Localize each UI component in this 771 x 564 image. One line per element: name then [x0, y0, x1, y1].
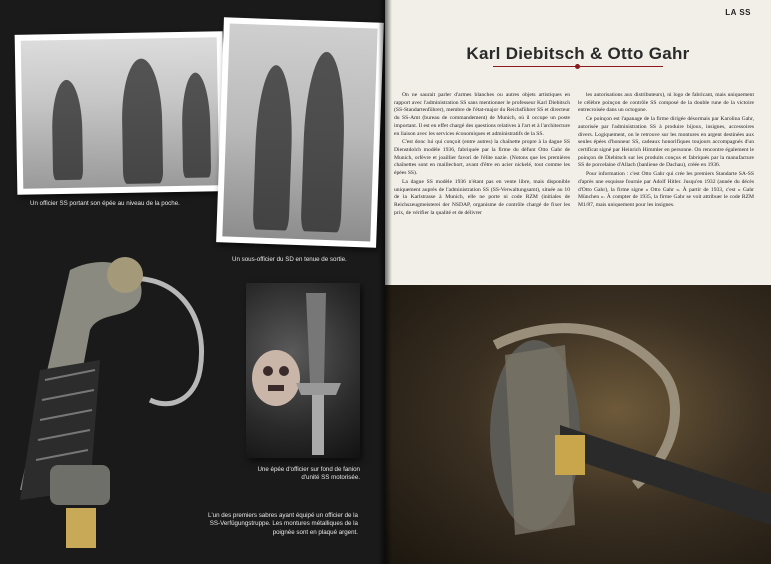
photo-sd-couple	[216, 17, 384, 247]
caption-sword-pennant: Une épée d'officier sur fond de fanion d'unité SS motorisée.	[257, 466, 360, 482]
photo-sword-pennant-image	[246, 283, 360, 458]
text-column-1	[394, 92, 570, 219]
caption-early-sabre: L'un des premiers sabres ayant équipé un officier de la SS-Verfügungstruppe. Les montures métalliques de la poignée sont en plaqué argent.	[208, 512, 359, 536]
paragraph: La dague SS modèle 1936 n'étant pas en vente libre, mais disponible uniquement auprès de l'administration SS (SS-Verwaltungsamt), située au 10 de la Karlstrasse à Munich, elle ne porte ni code RZM (initiales de Reichszeugmeisterei der NSDAP, organisme de contrôle chargé de fixer les prix, de vérifier la qualité et de délivrer	[394, 178, 570, 216]
paragraph: On ne saurait parler d'armes blanches ou autres objets artistiques en rapport avec l'administration SS sans mentionner le professeur Karl Diebitsch (SS-Standartenführer), membre de l'état-major du Reichsführer SS et directeur du SS-Amt (bureau de commandement) de Munich, où il occupe un poste important. Il est en effet chargé des questions relatives à l'art et à l'architecture en liaison avec les services économiques et administratifs de la SS.	[394, 92, 570, 137]
right-page	[385, 0, 771, 564]
paragraph: les autorisations aux distributeurs), ni logo de fabricant, mais uniquement le célèbre poinçon de contrôle SS composé de la double rune de la victoire entrecroisée dans un octogone.	[578, 92, 754, 114]
figure-sd-noncom	[301, 51, 347, 232]
photo-officer-wedding	[15, 31, 226, 195]
photo-sd-couple-image	[222, 23, 377, 241]
paragraph: C'est donc lui qui conçoit (entre autres) la chaînette propre à la dague SS Dienstdolch modèle 1936, fabriquée par la firme du défunt Otto Gahr de Munich, orfèvre et joaillier favori de l'élite nazie. (Notons que les premières chaînettes sont en maillechort, avant d'être en acier nickelé, tout comme les épées SS).	[394, 139, 570, 177]
photo-officer-wedding-image	[21, 37, 220, 188]
paragraph: Pour information : c'est Otto Gahr qui crée les premiers Standarte SA-SS d'après une esquisse fournie par Adolf Hitler. Jusqu'en 1932 (année du décès d'Otto Gahr), la firme signe « Otto Gahr ». À partir de 1933, c'est « Gahr München ». À compter de 1935, la firme Gahr se voit attribuer le code RZM M1/87, mais uniquement pour les insignes.	[578, 171, 754, 209]
text-column-2	[578, 92, 754, 211]
hilt-closeup-image	[385, 285, 771, 564]
figure-officer	[121, 58, 163, 184]
title-rule-dot	[575, 64, 580, 69]
figure-bride	[253, 65, 295, 231]
sword-hilt-image	[0, 250, 230, 564]
skull-pennant-icon	[246, 283, 360, 458]
paragraph: Ce poinçon est l'apanage de la firme dirigée désormais par Karolina Gahr, autorisée par l'administration SS à produire bijoux, insignes, accessoires divers. Logiquement, on le retrouve sur les montures en argent destinées aux seules épées d'honneur SS, cadeaux honorifiques toujours accompagnés d'un certificat signé par Heinrich Himmler en personne. On rencontre également le poinçon de Diebitsch sur les produits conçus et fabriqués par la manufacture SS de porcelaine d'Allach (banlieue de Dachau), créée en 1936.	[578, 116, 754, 169]
article-title: Karl Diebitsch & Otto Gahr	[466, 44, 690, 63]
hilt-closeup-photo	[385, 285, 771, 564]
caption-officer: Un officier SS portant son épée au niveau de la poche.	[30, 200, 180, 207]
photo-sword-pennant	[246, 283, 360, 458]
figure-background-woman	[181, 72, 211, 177]
left-page	[0, 0, 385, 564]
figure-woman	[51, 80, 83, 181]
caption-sd-noncom: Un sous-officier du SD en tenue de sortie.	[232, 256, 347, 263]
section-label: LA SS	[725, 8, 751, 17]
